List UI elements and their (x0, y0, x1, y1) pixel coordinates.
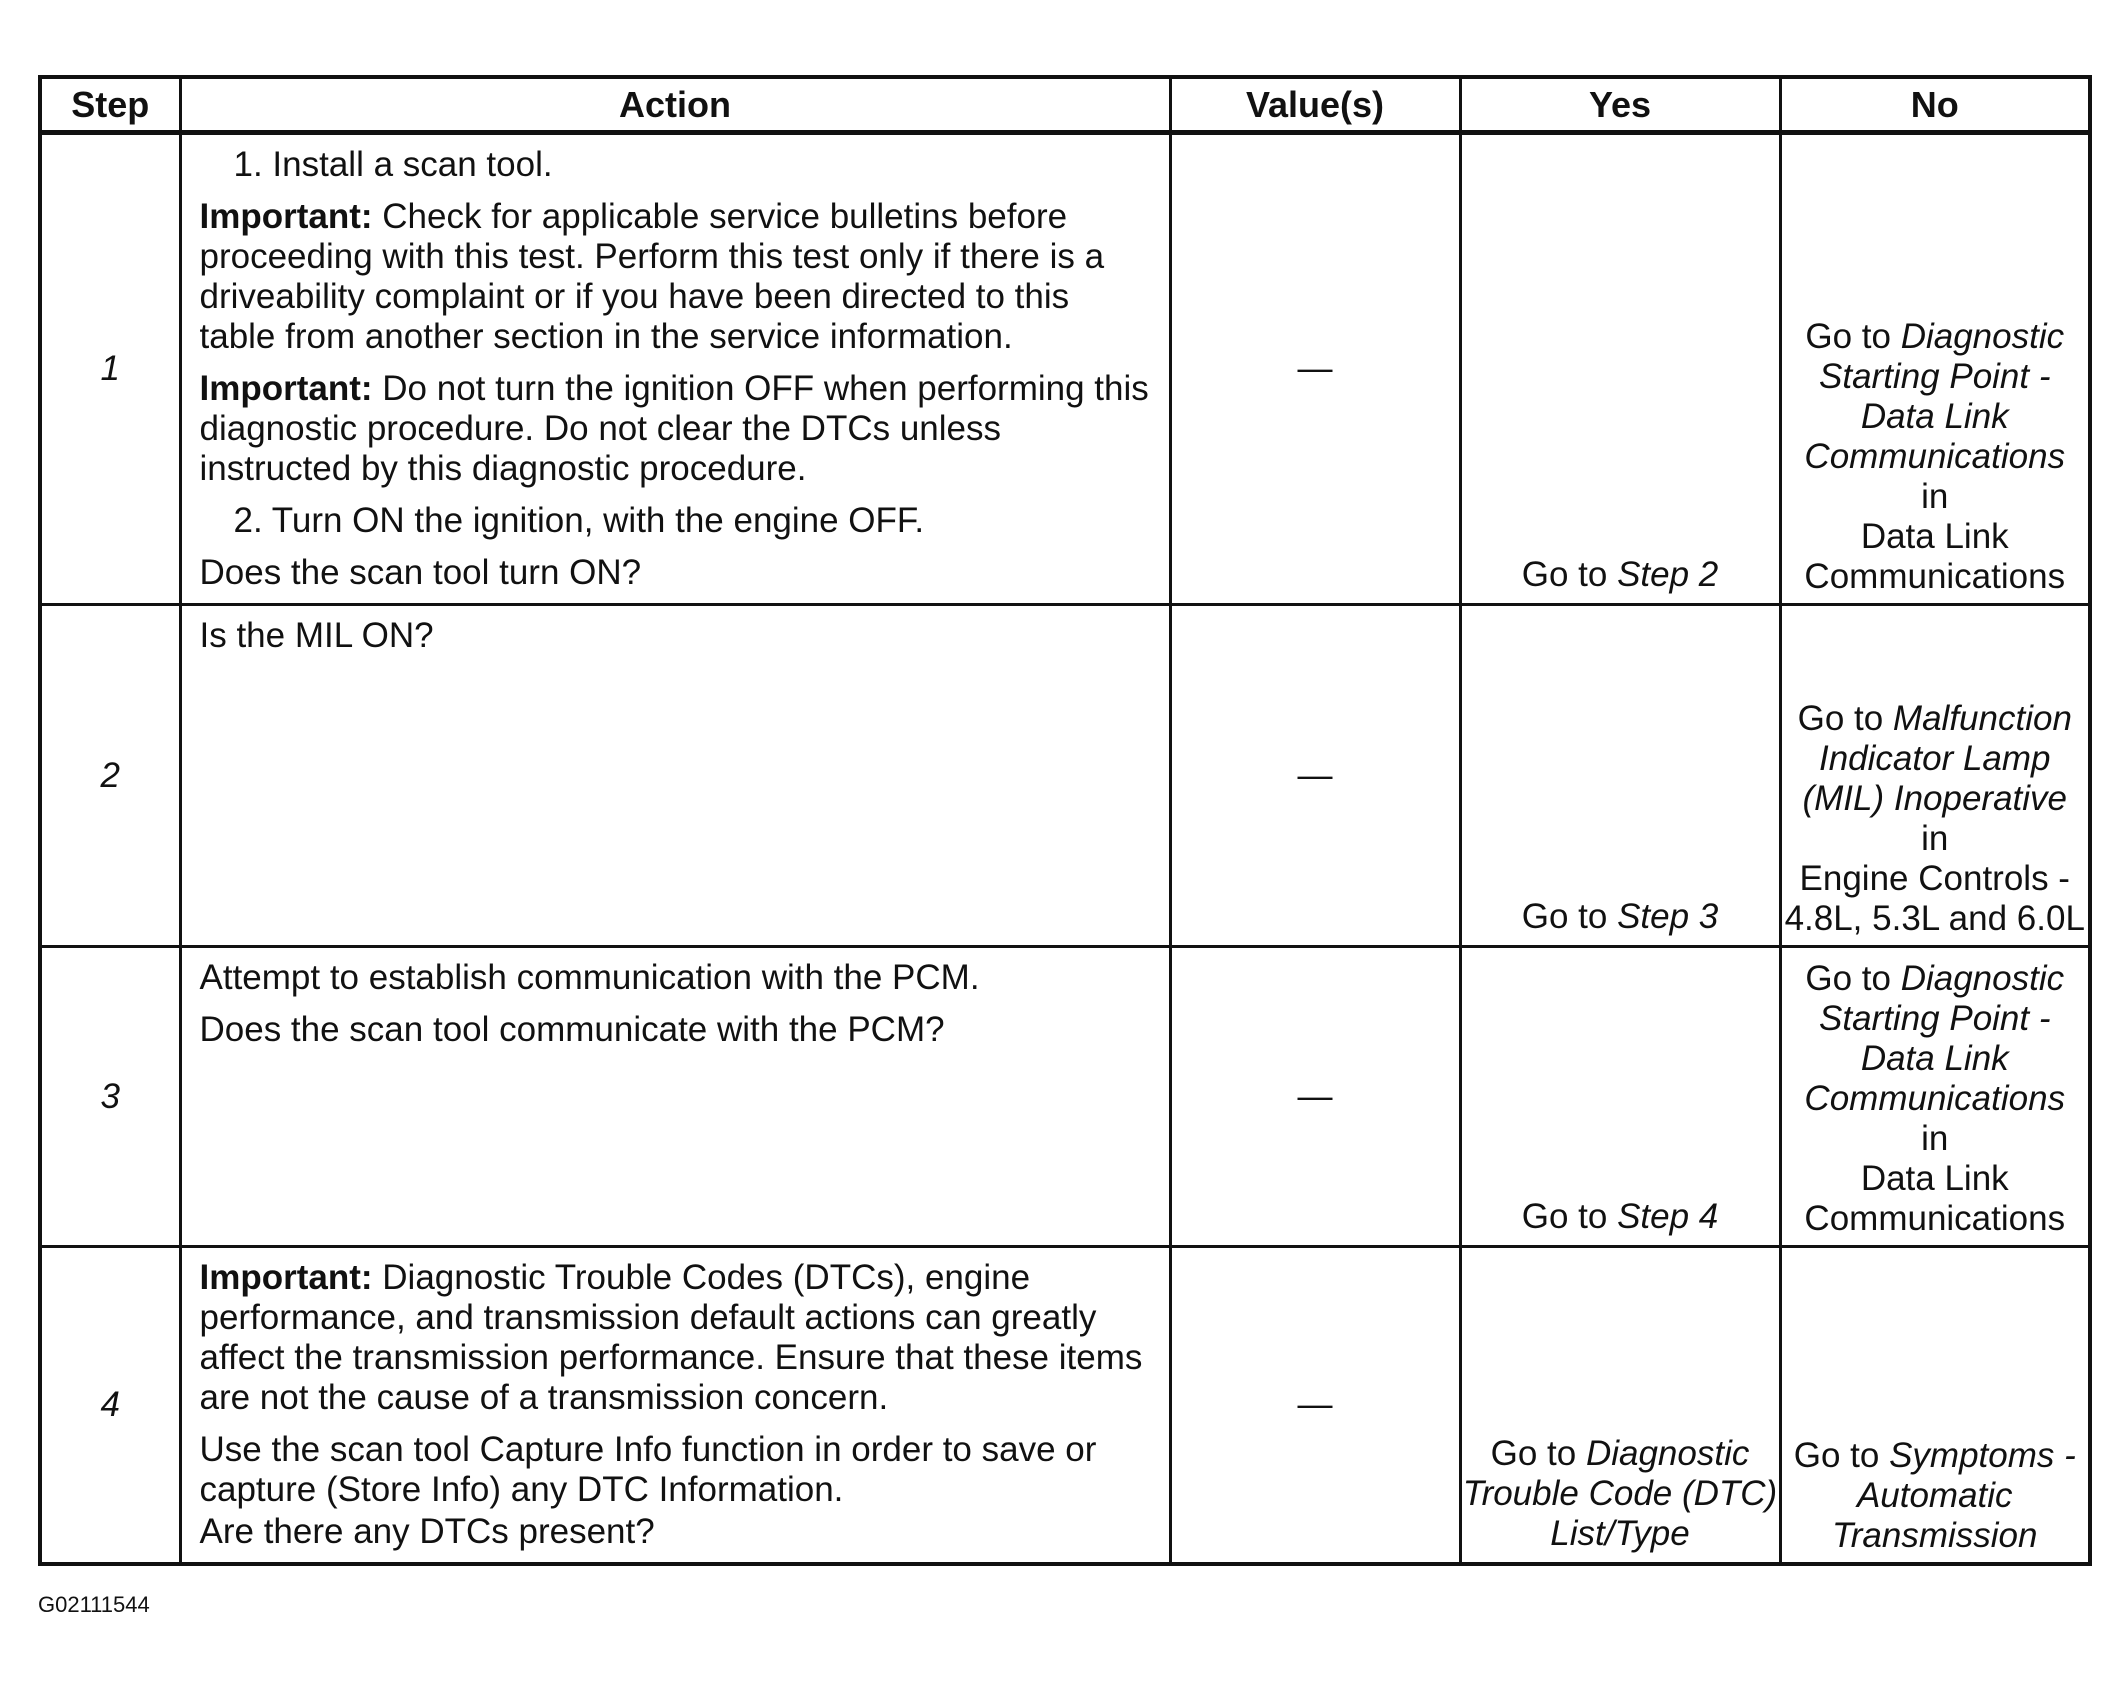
no-prefix: Go to (1805, 959, 1901, 998)
important-note (200, 369, 1153, 489)
no-cell (1780, 605, 2090, 947)
no-in: in (1921, 819, 1949, 858)
no-cell (1780, 1247, 2090, 1565)
question: Does the scan tool communicate with the PCM? (199, 1010, 945, 1049)
important-text: Do not turn the ignition OFF when performing this diagnostic procedure. Do not clear the DTCs unless instructed by this diagnostic procedure. (199, 369, 1149, 488)
no-in: in (1921, 1119, 1949, 1158)
yes-link[interactable]: Step 2 (1617, 555, 1719, 594)
table-row (40, 1247, 2090, 1565)
header-yes: Yes (1460, 77, 1780, 133)
no-in: in (1921, 477, 1949, 516)
header-action: Action (180, 77, 1170, 133)
no-section: Data Link Communications (1804, 1159, 2066, 1238)
important-label: Important: (199, 1258, 373, 1297)
yes-prefix: Go to (1521, 1197, 1618, 1236)
yes-link[interactable]: Step 3 (1617, 897, 1719, 936)
diagnostic-table (38, 75, 2092, 1566)
table-row (40, 947, 2090, 1247)
important-note (200, 197, 1153, 357)
table-row (40, 133, 2090, 605)
question: Is the MIL ON? (199, 616, 434, 655)
no-prefix: Go to (1793, 1436, 1890, 1475)
action-cell (180, 133, 1170, 605)
value-dash: — (1297, 1076, 1333, 1116)
step-number: 1 (40, 133, 180, 605)
question: Are there any DTCs present? (199, 1512, 655, 1551)
step-number: 2 (40, 605, 180, 947)
value-cell (1170, 133, 1460, 605)
value-dash: — (1297, 755, 1333, 795)
step-number: 3 (40, 947, 180, 1247)
important-label: Important: (199, 197, 373, 236)
instruction: Attempt to establish communication with the PCM. (199, 958, 980, 997)
value-dash: — (1297, 349, 1333, 388)
no-link[interactable]: Diagnostic Starting Point - Data Link Communications (1804, 959, 2066, 1118)
no-section: Data Link Communications (1804, 517, 2066, 596)
action-cell (180, 1247, 1170, 1565)
instruction: 2. Turn ON the ignition, with the engine OFF. (233, 501, 925, 540)
instruction: 1. Install a scan tool. (233, 145, 553, 184)
instruction: Use the scan tool Capture Info function in order to save or capture (Store Info) any DTC Information. (199, 1430, 1097, 1509)
important-text: Check for applicable service bulletins before proceeding with this test. Perform this test only if there is a driveability complaint or if you have been directed to this table from another section in the service information. (199, 197, 1105, 356)
no-cell (1780, 133, 2090, 605)
value-cell (1170, 947, 1460, 1247)
figure-id: G02111544 (38, 1592, 150, 1617)
action-cell (180, 605, 1170, 947)
no-prefix: Go to (1805, 317, 1901, 356)
no-cell (1780, 947, 2090, 1247)
question: Does the scan tool turn ON? (199, 553, 642, 592)
yes-prefix: Go to (1490, 1434, 1586, 1473)
header-row (40, 77, 2090, 133)
important-label: Important: (199, 369, 373, 408)
yes-cell (1460, 1247, 1780, 1565)
no-link[interactable]: Diagnostic Starting Point - Data Link Communications (1804, 317, 2066, 476)
value-dash: — (1297, 1385, 1333, 1424)
yes-link[interactable]: Step 4 (1617, 1197, 1719, 1236)
yes-prefix: Go to (1521, 555, 1618, 594)
no-link[interactable]: Symptoms - Automatic Transmission (1831, 1436, 2076, 1555)
yes-prefix: Go to (1521, 897, 1618, 936)
yes-cell (1460, 605, 1780, 947)
action-cell (180, 947, 1170, 1247)
value-cell (1170, 605, 1460, 947)
yes-cell (1460, 133, 1780, 605)
no-prefix: Go to (1797, 699, 1893, 738)
header-step: Step (40, 77, 180, 133)
no-section: Engine Controls - 4.8L, 5.3L and 6.0L (1784, 859, 2085, 938)
diagnostic-table-wrapper (38, 75, 2088, 1566)
step-number: 4 (40, 1247, 180, 1565)
yes-link[interactable]: Diagnostic Trouble Code (DTC) List/Type (1462, 1434, 1778, 1553)
yes-cell (1460, 947, 1780, 1247)
header-values: Value(s) (1170, 77, 1460, 133)
important-note (200, 1258, 1153, 1418)
no-link[interactable]: Malfunction Indicator Lamp (MIL) Inoperative (1802, 699, 2072, 818)
value-cell (1170, 1247, 1460, 1565)
header-no: No (1780, 77, 2090, 133)
table-row (40, 605, 2090, 947)
important-text: Diagnostic Trouble Codes (DTCs), engine performance, and transmission default actions can greatly affect the transmission performance. Ensure that these items are not the cause of a transmission concern. (199, 1258, 1143, 1417)
